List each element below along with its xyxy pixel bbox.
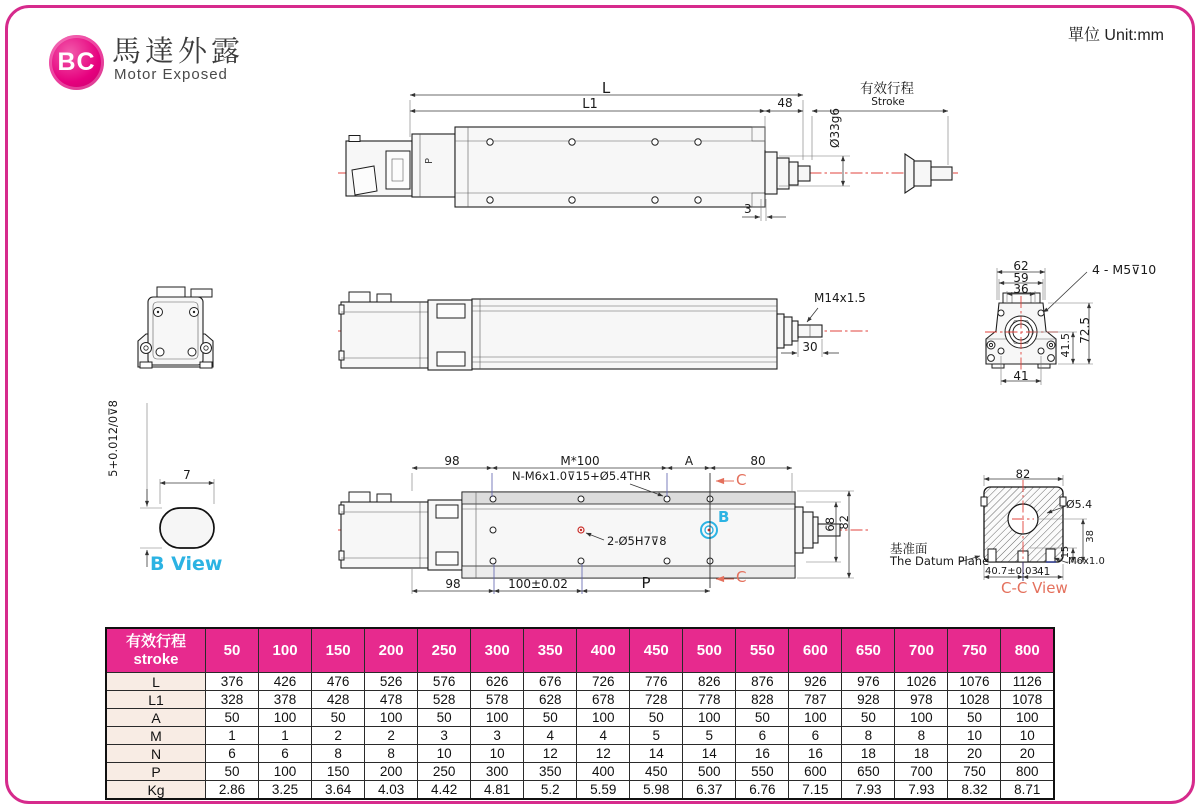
- table-cell: 50: [948, 709, 1001, 727]
- logo-text: BC: [57, 48, 96, 76]
- cc-view-label: C-C View: [1001, 579, 1068, 597]
- table-cell: 14: [683, 745, 736, 763]
- table-cell: 1: [206, 727, 259, 745]
- dim-41-5: 41.5: [1059, 333, 1072, 358]
- table-cell: 628: [524, 691, 577, 709]
- table-cell: 6: [259, 745, 312, 763]
- dim-62: 62: [1013, 259, 1029, 273]
- stroke-column-header: 500: [683, 628, 736, 673]
- table-cell: 50: [842, 709, 895, 727]
- table-cell: 50: [312, 709, 365, 727]
- table-cell: 250: [418, 763, 471, 781]
- table-cell: 1126: [1001, 673, 1054, 691]
- b-view-label: B View: [150, 553, 223, 575]
- table-cell: 12: [577, 745, 630, 763]
- table-cell: 4: [524, 727, 577, 745]
- table-row: [106, 709, 1054, 727]
- dim-36: 36: [1013, 282, 1029, 296]
- dim-m14: M14x1.5: [814, 291, 866, 305]
- table-cell: 100: [471, 709, 524, 727]
- row-label: L1: [106, 691, 206, 709]
- stroke-column-header: 200: [365, 628, 418, 673]
- dim-L: L: [601, 79, 611, 97]
- bottom-view-drawing: [338, 468, 868, 594]
- cc-dim-407: 40.7±0.03: [985, 566, 1038, 577]
- dim-3: 3: [744, 202, 752, 216]
- cc-dim-dia54: Ø5.4: [1066, 498, 1093, 511]
- table-header-row: [106, 628, 1054, 673]
- table-cell: 6.76: [736, 781, 789, 800]
- table-cell: 750: [948, 763, 1001, 781]
- table-cell: 8.71: [1001, 781, 1054, 800]
- stroke-column-header: 550: [736, 628, 789, 673]
- dim-L1: L1: [582, 97, 598, 112]
- table-cell: 376: [206, 673, 259, 691]
- table-cell: 787: [789, 691, 842, 709]
- table-cell: 4.81: [471, 781, 524, 800]
- front-view-drawing: [985, 268, 1093, 385]
- stroke-column-header: 400: [577, 628, 630, 673]
- section-c-bottom-label: C: [736, 568, 747, 586]
- table-cell: 8.32: [948, 781, 1001, 800]
- table-cell: 728: [630, 691, 683, 709]
- table-cell: 528: [418, 691, 471, 709]
- table-cell: 350: [524, 763, 577, 781]
- dim-41: 41: [1013, 369, 1029, 383]
- dim-P: P: [641, 574, 651, 592]
- stroke-column-header: 300: [471, 628, 524, 673]
- slot-dim-value: 5+0.012/0: [106, 415, 120, 477]
- row-label: N: [106, 745, 206, 763]
- table-cell: 478: [365, 691, 418, 709]
- table-cell: 4.42: [418, 781, 471, 800]
- table-cell: 6: [789, 727, 842, 745]
- table-cell: 7.93: [842, 781, 895, 800]
- table-cell: 14: [630, 745, 683, 763]
- coupling-mark: P: [424, 158, 435, 165]
- stroke-column-header: 350: [524, 628, 577, 673]
- table-cell: 626: [471, 673, 524, 691]
- table-cell: 200: [365, 763, 418, 781]
- table-cell: 18: [895, 745, 948, 763]
- table-cell: 4: [577, 727, 630, 745]
- table-cell: 1028: [948, 691, 1001, 709]
- stroke-header-cell: 有效行程 stroke: [106, 628, 206, 673]
- stroke-label-en: Stroke: [871, 96, 905, 108]
- cc-dim-41: 41: [1037, 566, 1051, 578]
- stroke-label-zh: 有效行程: [860, 81, 914, 97]
- table-cell: 476: [312, 673, 365, 691]
- dim-59: 59: [1013, 270, 1029, 285]
- stroke-column-header: 700: [895, 628, 948, 673]
- table-cell: 800: [1001, 763, 1054, 781]
- table-cell: 8: [842, 727, 895, 745]
- table-cell: 6: [206, 745, 259, 763]
- table-cell: 400: [577, 763, 630, 781]
- stroke-column-header: 50: [206, 628, 259, 673]
- row-label: L: [106, 673, 206, 691]
- table-row: [106, 781, 1054, 800]
- callout-n-m6: N-M6x1.0⊽15+Ø5.4THR: [512, 469, 651, 483]
- dim-30: 30: [802, 340, 818, 354]
- cc-dim-m6: M6x1.0: [1068, 556, 1105, 567]
- table-cell: 50: [206, 709, 259, 727]
- rear-view-drawing: [138, 287, 213, 368]
- dim-68: 68: [823, 517, 837, 532]
- row-label: Kg: [106, 781, 206, 800]
- slot-depth-value: ⊽8: [106, 400, 120, 416]
- section-c-top-label: C: [736, 471, 747, 489]
- table-cell: 450: [630, 763, 683, 781]
- table-row: [106, 691, 1054, 709]
- dim-80: 80: [750, 454, 766, 468]
- table-cell: 6.37: [683, 781, 736, 800]
- table-cell: 8: [312, 745, 365, 763]
- table-cell: 926: [789, 673, 842, 691]
- dim-rod-diameter: Ø33g6: [828, 108, 842, 148]
- table-cell: 928: [842, 691, 895, 709]
- table-cell: 100: [789, 709, 842, 727]
- table-cell: 100: [683, 709, 736, 727]
- page-subtitle: Motor Exposed: [114, 66, 228, 83]
- table-cell: 10: [471, 745, 524, 763]
- table-cell: 378: [259, 691, 312, 709]
- table-cell: 500: [683, 763, 736, 781]
- table-cell: 2: [365, 727, 418, 745]
- cc-dim-82: 82: [1015, 467, 1031, 481]
- dim-A: A: [684, 454, 694, 468]
- table-cell: 100: [895, 709, 948, 727]
- page-title: 馬達外露: [112, 36, 245, 68]
- table-cell: 8: [365, 745, 418, 763]
- table-cell: 650: [842, 763, 895, 781]
- table-cell: 578: [471, 691, 524, 709]
- stroke-column-header: 750: [948, 628, 1001, 673]
- table-cell: 150: [312, 763, 365, 781]
- table-cell: 6: [736, 727, 789, 745]
- table-cell: 1078: [1001, 691, 1054, 709]
- table-cell: 300: [471, 763, 524, 781]
- stroke-column-header: 450: [630, 628, 683, 673]
- table-cell: 7.15: [789, 781, 842, 800]
- table-cell: 676: [524, 673, 577, 691]
- table-cell: 100: [577, 709, 630, 727]
- dim-72-5: 72.5: [1078, 317, 1092, 344]
- unit-label: 單位 Unit:mm: [1067, 27, 1164, 44]
- table-cell: 778: [683, 691, 736, 709]
- table-cell: 3.64: [312, 781, 365, 800]
- table-cell: 328: [206, 691, 259, 709]
- table-cell: 50: [736, 709, 789, 727]
- table-cell: 3: [471, 727, 524, 745]
- table-cell: 428: [312, 691, 365, 709]
- b-view-drawing: [140, 403, 214, 567]
- table-cell: 8: [895, 727, 948, 745]
- table-cell: 50: [418, 709, 471, 727]
- table-cell: 12: [524, 745, 577, 763]
- table-cell: 50: [630, 709, 683, 727]
- table-cell: 976: [842, 673, 895, 691]
- table-cell: 18: [842, 745, 895, 763]
- table-cell: 678: [577, 691, 630, 709]
- table-cell: 1: [259, 727, 312, 745]
- table-cell: 776: [630, 673, 683, 691]
- table-cell: 426: [259, 673, 312, 691]
- table-cell: 5.98: [630, 781, 683, 800]
- table-cell: 4.03: [365, 781, 418, 800]
- table-row: [106, 763, 1054, 781]
- stroke-column-header: 800: [1001, 628, 1054, 673]
- table-cell: 5: [683, 727, 736, 745]
- table-cell: 50: [524, 709, 577, 727]
- table-cell: 2: [312, 727, 365, 745]
- row-label: M: [106, 727, 206, 745]
- table-cell: 1026: [895, 673, 948, 691]
- cc-dim-15: 15: [1060, 546, 1071, 559]
- row-label: A: [106, 709, 206, 727]
- table-row: [106, 745, 1054, 763]
- table-cell: 700: [895, 763, 948, 781]
- table-cell: 1076: [948, 673, 1001, 691]
- table-cell: 576: [418, 673, 471, 691]
- table-cell: 550: [736, 763, 789, 781]
- table-cell: 978: [895, 691, 948, 709]
- stroke-column-header: 600: [789, 628, 842, 673]
- stroke-column-header: 100: [259, 628, 312, 673]
- callout-dowel-pins: 2-Ø5H7⊽8: [607, 534, 667, 548]
- table-cell: 20: [948, 745, 1001, 763]
- row-label: P: [106, 763, 206, 781]
- table-cell: 826: [683, 673, 736, 691]
- table-cell: 10: [1001, 727, 1054, 745]
- table-cell: 100: [259, 709, 312, 727]
- table-cell: 526: [365, 673, 418, 691]
- dim-100: 100±0.02: [508, 577, 568, 591]
- stroke-column-header: 650: [842, 628, 895, 673]
- table-cell: 100: [1001, 709, 1054, 727]
- dim-98-bottom: 98: [445, 577, 461, 591]
- dim-48: 48: [777, 96, 793, 110]
- table-cell: 20: [1001, 745, 1054, 763]
- table-cell: 10: [418, 745, 471, 763]
- stroke-column-header: 250: [418, 628, 471, 673]
- table-cell: 600: [789, 763, 842, 781]
- table-cell: 2.86: [206, 781, 259, 800]
- table-cell: 876: [736, 673, 789, 691]
- table-cell: 828: [736, 691, 789, 709]
- table-cell: 10: [948, 727, 1001, 745]
- dim-7: 7: [183, 468, 191, 482]
- datum-plane-zh: 基准面: [890, 541, 928, 556]
- cc-dim-38: 38: [1085, 530, 1096, 543]
- table-cell: 7.93: [895, 781, 948, 800]
- table-cell: 5: [630, 727, 683, 745]
- table-cell: 50: [206, 763, 259, 781]
- callout-4m5: 4 - M5⊽10: [1092, 262, 1157, 277]
- table-cell: 100: [365, 709, 418, 727]
- table-cell: 16: [736, 745, 789, 763]
- b-hole-label: B: [718, 508, 730, 526]
- table-cell: 3: [418, 727, 471, 745]
- table-row: [106, 727, 1054, 745]
- dim-98-top: 98: [444, 454, 460, 468]
- table-row: [106, 673, 1054, 691]
- table-cell: 100: [259, 763, 312, 781]
- dim-82-right: 82: [837, 515, 851, 530]
- datum-plane-en: The Datum Plane: [890, 554, 990, 568]
- slot-dimension: [106, 400, 120, 477]
- table-cell: 16: [789, 745, 842, 763]
- stroke-column-header: 150: [312, 628, 365, 673]
- table-cell: 5.59: [577, 781, 630, 800]
- dim-m100: M*100: [560, 454, 600, 468]
- side-view-drawing: [338, 292, 868, 370]
- table-cell: 726: [577, 673, 630, 691]
- stroke-table: [105, 627, 1055, 800]
- table-cell: 3.25: [259, 781, 312, 800]
- table-cell: 5.2: [524, 781, 577, 800]
